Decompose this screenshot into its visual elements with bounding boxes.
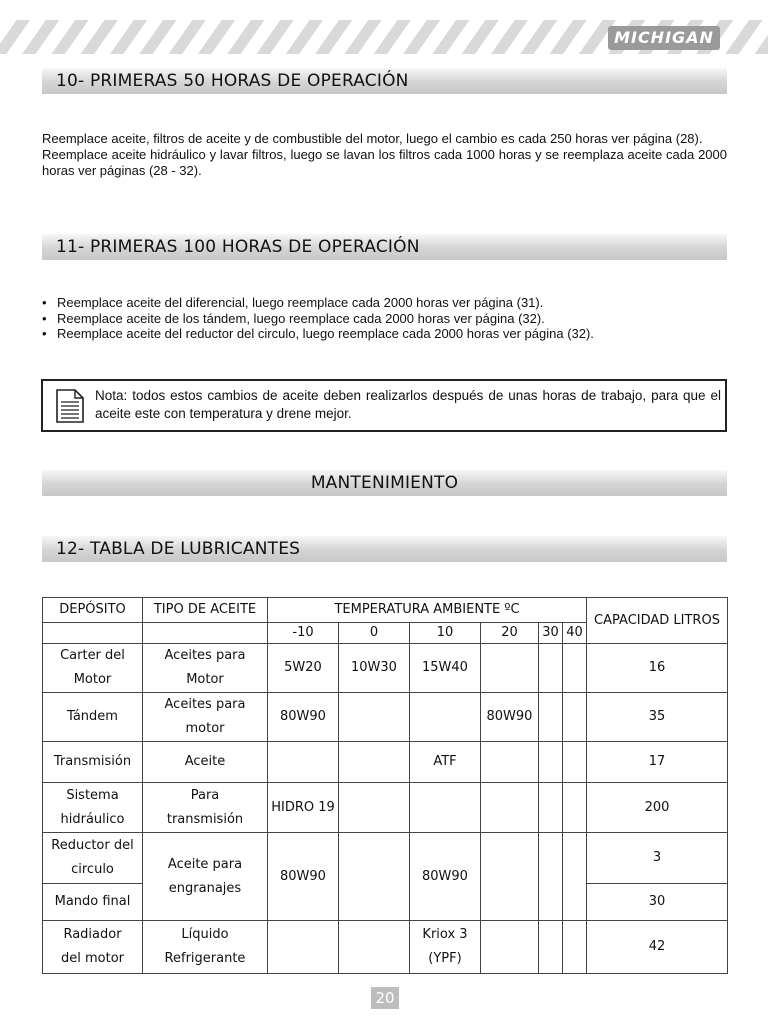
cell-capacidad: 17	[587, 742, 728, 783]
cell-capacidad: 35	[587, 693, 728, 742]
cell-capacidad: 42	[587, 921, 728, 974]
cell-text: Líquido	[181, 927, 229, 942]
page-number: 20	[371, 987, 399, 1009]
cell-text: Radiador	[63, 927, 122, 942]
section-10-line: Reemplace aceite, filtros de aceite y de combustible del motor, luego el cambio es cada 250 horas ver página (28).	[42, 131, 703, 146]
cell-temp	[410, 921, 481, 974]
cell-tipo	[143, 921, 268, 974]
cell-text: (YPF)	[428, 951, 462, 966]
note-text: Nota: todos estos cambios de aceite deben realizarlos después de unas horas de trabajo, para que el aceite este con temperatura y drene mejor.	[95, 388, 721, 421]
section-11-title: 11- PRIMERAS 100 HORAS DE OPERACIÓN	[42, 234, 727, 260]
cell-tipo	[143, 693, 268, 742]
cell-capacidad: 16	[587, 644, 728, 693]
document-note-icon	[56, 389, 84, 423]
cell-tipo	[143, 833, 268, 921]
cell-temp: 15W40	[410, 644, 481, 693]
cell-text: hidráulico	[60, 811, 125, 827]
lubricants-table	[42, 597, 728, 974]
cell-deposito: Mando final	[43, 884, 143, 921]
section-11-list	[42, 295, 727, 342]
cell-deposito	[43, 783, 143, 833]
list-item: • Reemplace aceite de los tándem, luego reemplace cada 2000 horas ver página (32).	[42, 311, 727, 327]
cell-text: Carter del	[60, 648, 125, 663]
mantenimiento-title: MANTENIMIENTO	[42, 470, 727, 496]
table-row	[43, 693, 728, 742]
header-capacidad: CAPACIDAD LITROS	[587, 598, 728, 644]
cell-text: del motor	[60, 951, 124, 966]
cell-deposito: Tándem	[43, 693, 143, 742]
cell-temp: 10W30	[339, 644, 410, 693]
note-box	[41, 379, 727, 432]
table-row	[43, 742, 728, 783]
brand-logo: MICHIGAN	[608, 26, 720, 50]
cell-tipo: Aceite	[143, 742, 268, 783]
cell-deposito	[43, 644, 143, 693]
cell-text: Reductor del	[51, 838, 134, 853]
temp-header: 20	[481, 623, 539, 644]
section-12-title: 12- TABLA DE LUBRICANTES	[42, 536, 727, 562]
cell-temp: 80W90	[268, 833, 339, 921]
cell-capacidad: 30	[587, 884, 728, 921]
table-row	[43, 644, 728, 693]
header-tipo-aceite: TIPO DE ACEITE	[143, 598, 268, 623]
cell-text: Refrigerante	[164, 951, 246, 966]
cell-temp: 80W90	[268, 693, 339, 742]
cell-text: Para	[190, 787, 220, 803]
cell-text: Motor	[186, 672, 224, 687]
table-row	[43, 783, 728, 833]
cell-temp: 80W90	[481, 693, 539, 742]
temp-header: 10	[410, 623, 481, 644]
list-item: • Reemplace aceite del reductor del circulo, luego reemplace cada 2000 horas ver página (32).	[42, 326, 727, 342]
cell-deposito	[43, 921, 143, 974]
cell-text: Aceites para	[164, 697, 246, 712]
table-row	[43, 921, 728, 974]
cell-text: circulo	[71, 862, 114, 877]
cell-text: Sistema	[66, 787, 119, 803]
cell-capacidad: 3	[587, 833, 728, 884]
cell-temp: ATF	[410, 742, 481, 783]
cell-deposito	[43, 833, 143, 884]
cell-temp: 80W90	[410, 833, 481, 921]
cell-temp: 5W20	[268, 644, 339, 693]
cell-text: Motor	[73, 672, 112, 687]
header-deposito: DEPÓSITO	[43, 598, 143, 623]
table-row	[43, 833, 728, 884]
cell-text: Kriox 3	[422, 927, 468, 942]
cell-tipo	[143, 644, 268, 693]
temp-header: -10	[268, 623, 339, 644]
list-item: • Reemplace aceite del diferencial, luego reemplace cada 2000 horas ver página (31).	[42, 295, 727, 311]
cell-text: Aceites para	[164, 648, 246, 663]
cell-temp: HIDRO 19	[268, 783, 339, 833]
cell-text: transmisión	[166, 811, 244, 827]
cell-text: engranajes	[168, 880, 242, 896]
table-header-row	[43, 598, 728, 623]
section-10-line: Reemplace aceite hidráulico y lavar filtros, luego se lavan los filtros cada 1000 horas y se reemplaza aceite cada 2000 horas ver páginas (28 - 32).	[42, 147, 727, 178]
section-10-text	[42, 131, 727, 179]
cell-tipo	[143, 783, 268, 833]
cell-deposito: Transmisión	[43, 742, 143, 783]
header-temperatura: TEMPERATURA AMBIENTE ºC	[268, 598, 587, 623]
temp-header: 30	[539, 623, 563, 644]
temp-header: 40	[563, 623, 587, 644]
cell-capacidad: 200	[587, 783, 728, 833]
section-10-title: 10- PRIMERAS 50 HORAS DE OPERACIÓN	[42, 68, 727, 94]
temp-header: 0	[339, 623, 410, 644]
cell-text: Aceite para	[167, 856, 243, 872]
cell-text: motor	[185, 721, 225, 736]
